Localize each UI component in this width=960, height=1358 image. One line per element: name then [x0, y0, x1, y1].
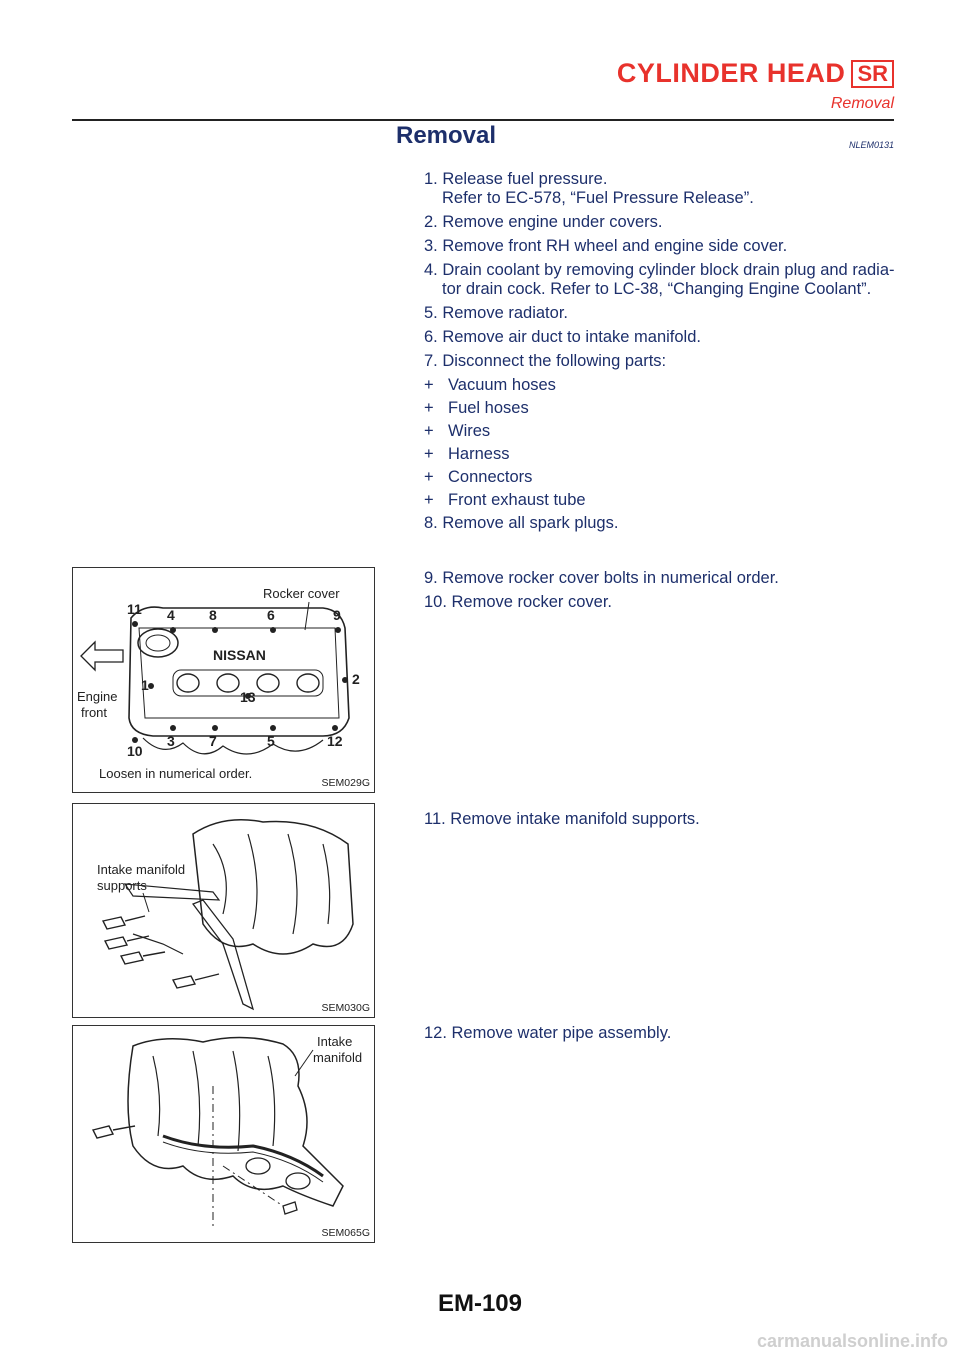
front-label: front	[81, 705, 108, 720]
step-8: 8. Remove all spark plugs.	[424, 514, 619, 532]
step-1: 1. Release fuel pressure. Refer to EC-578, “Fuel Pressure Release”.	[424, 170, 754, 207]
list-item: + Wires	[424, 422, 491, 440]
watermark: carmanualsonline.info	[756, 1331, 948, 1351]
step-2: 2. Remove engine under covers.	[424, 213, 663, 231]
section-code: NLEM0131	[848, 140, 894, 150]
list-item: + Vacuum hoses	[424, 376, 556, 394]
step-12: 12. Remove water pipe assembly.	[424, 1024, 672, 1042]
engine-label: Engine	[77, 689, 118, 704]
bolt-12: 12	[327, 733, 343, 749]
header-title: CYLINDER HEAD	[616, 58, 846, 88]
loosen-label: Loosen in numerical order.	[99, 766, 253, 781]
figure-intake-supports	[72, 803, 375, 1018]
section-title: Removal	[396, 122, 497, 149]
list-item: + Connectors	[424, 468, 533, 486]
page-header-title	[617, 58, 894, 89]
header-rule	[72, 119, 894, 121]
header-badge: SR	[851, 60, 894, 88]
bolt-6: 6	[267, 607, 275, 623]
figure-rocker-cover	[72, 567, 375, 793]
bolt-1: 1	[141, 677, 149, 693]
intake-manifold-label: Intake manifold	[97, 862, 186, 877]
list-item: + Harness	[424, 445, 510, 463]
rocker-cover-label: Rocker cover	[263, 586, 340, 601]
rocker-cover-illustration	[73, 568, 374, 792]
water-pipe-illustration	[73, 1026, 374, 1242]
step-7: 7. Disconnect the following parts:	[424, 352, 667, 370]
bolt-5: 5	[267, 733, 275, 749]
bolt-8: 8	[209, 607, 217, 623]
step-5: 5. Remove radiator.	[424, 304, 568, 322]
bolt-10: 10	[127, 743, 143, 759]
header-subtitle: Removal	[830, 95, 894, 112]
step-10: 10. Remove rocker cover.	[424, 593, 612, 611]
figure-caption: SEM065G	[321, 1227, 370, 1239]
figure-water-pipe	[72, 1025, 375, 1243]
figure-caption: SEM029G	[321, 777, 370, 789]
bolt-13: 13	[240, 689, 256, 705]
list-item: + Fuel hoses	[424, 399, 529, 417]
figure-caption: SEM030G	[321, 1002, 370, 1014]
bolt-7: 7	[209, 733, 217, 749]
brand-label: NISSAN	[213, 647, 266, 663]
page-number: EM-109	[437, 1290, 523, 1317]
step-11: 11. Remove intake manifold supports.	[424, 810, 700, 828]
list-item: + Front exhaust tube	[424, 491, 586, 509]
steps-list	[424, 170, 900, 538]
step-9: 9. Remove rocker cover bolts in numerical order.	[424, 569, 779, 587]
bolt-3: 3	[167, 733, 175, 749]
bolt-9: 9	[333, 607, 341, 623]
intake-label: Intake	[317, 1034, 353, 1049]
step-6: 6. Remove air duct to intake manifold.	[424, 328, 701, 346]
step-4: 4. Drain coolant by removing cylinder block drain plug and radia- tor drain cock. Refer to LC-38, “Changing Engine Coolant”.	[424, 261, 895, 298]
supports-label: supports	[97, 878, 147, 893]
intake-supports-illustration	[73, 804, 374, 1017]
steps-list-2	[424, 569, 900, 612]
bolt-11: 11	[127, 601, 142, 617]
bolt-4: 4	[167, 607, 175, 623]
manifold-label: manifold	[313, 1050, 363, 1065]
step-3: 3. Remove front RH wheel and engine side cover.	[424, 237, 788, 255]
bolt-2: 2	[352, 671, 360, 687]
